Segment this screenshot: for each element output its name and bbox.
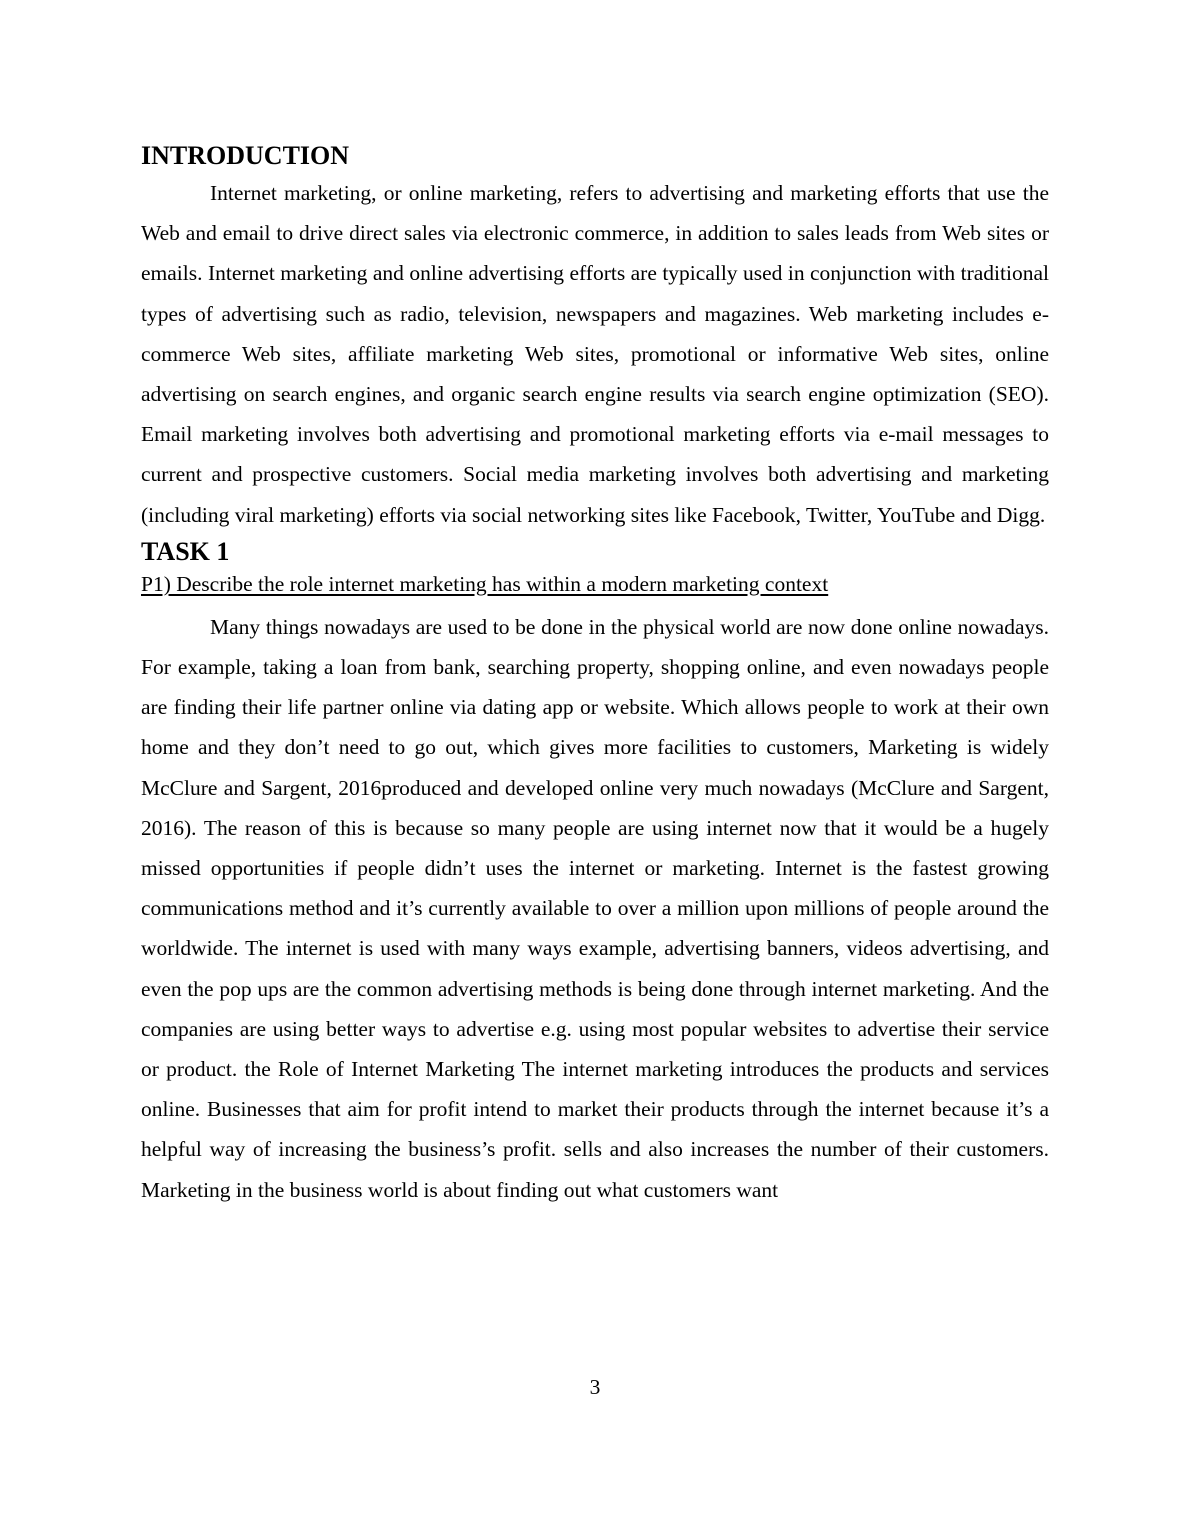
task1-paragraph: Many things nowadays are used to be done in the physical world are now done online nowadays. For example, taking a loan from bank, searching property, shopping online, and even nowadays people are finding their life partner online via dating app or website. Which allows people to work at their own home and they don’t need to go out, which gives more facilities to customers, Marketing is widely McClure and Sargent, 2016produced and developed online very much nowadays (McClure and Sargent, 2016). The reason of this is because so many people are using internet now that it would be a hugely missed opportunities if people didn’t uses the internet or marketing. Internet is the fastest growing communications method and it’s currently available to over a million upon millions of people around the worldwide. The internet is used with many ways example, advertising banners, videos advertising, and even the pop ups are the common advertising methods is being done through internet marketing. And the companies are using better ways to advertise e.g. using most popular websites to advertise their service or product. the Role of Internet Marketing The internet marketing introduces the products and services online. Businesses that aim for profit intend to market their products through the internet because it’s a helpful way of increasing the business’s profit. sells and also increases the number of their customers. Marketing in the business world is about finding out what customers want — [141, 614, 1049, 1202]
introduction-heading: INTRODUCTION — [141, 141, 350, 170]
introduction-paragraph: Internet marketing, or online marketing, refers to advertising and marketing efforts that use the Web and email to drive direct sales via electronic commerce, in addition to sales leads from Web sites or emails. Internet marketing and online advertising efforts are typically used in conjunction with traditional types of advertising such as radio, television, newspapers and magazines. Web marketing includes e-commerce Web sites, affiliate marketing Web sites, promotional or informative Web sites, online advertising on search engines, and organic search engine results via search engine optimization (SEO). Email marketing involves both advertising and promotional marketing efforts via e-mail messages to current and prospective customers. Social media marketing involves both advertising and marketing (including viral marketing) efforts via social networking sites like Facebook, Twitter, YouTube and Digg. — [141, 181, 1049, 527]
task1-subheading: P1) Describe the role internet marketing has within a modern marketing context — [141, 571, 829, 596]
page-content — [141, 139, 1049, 1210]
page-number: 3 — [589, 1375, 601, 1399]
task1-heading: TASK 1 — [141, 536, 230, 566]
